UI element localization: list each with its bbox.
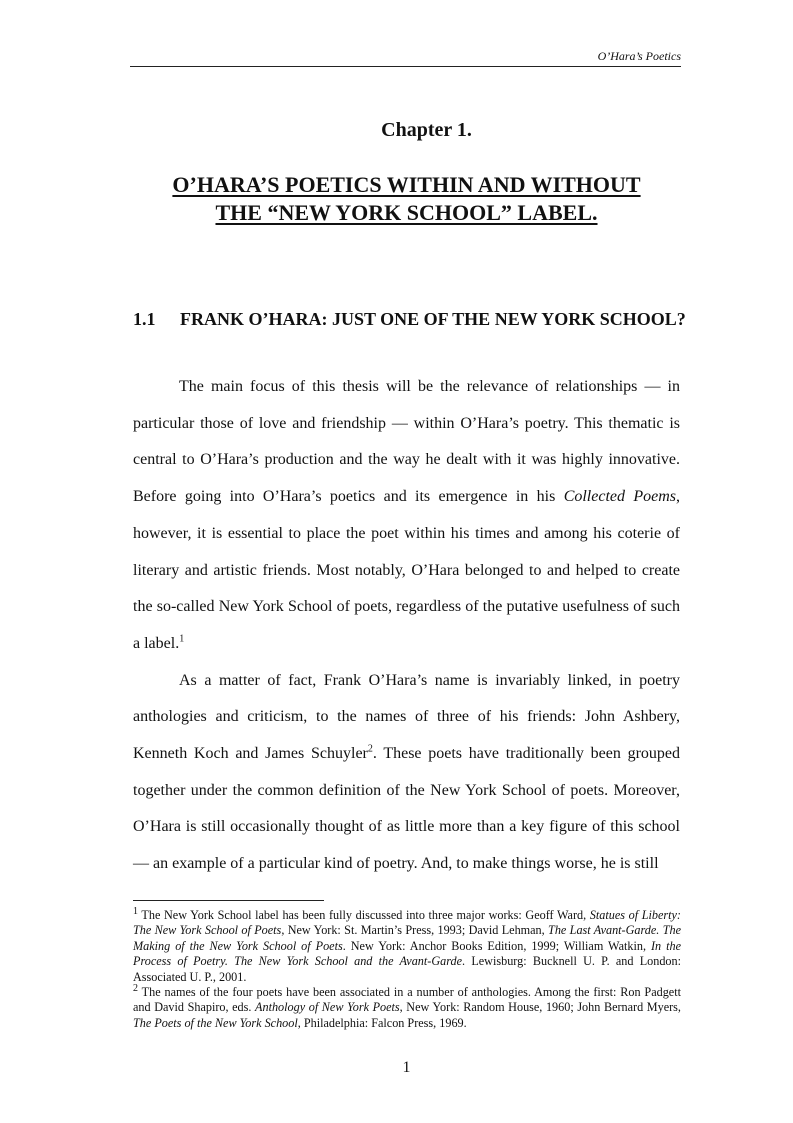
footnote-1-text: The New York School label has been fully discussed into three major works: Geoff Ward, [138, 908, 590, 922]
paragraph-2-text-a: As a matter of fact, Frank O’Hara’s name is invariably linked, in poetry anthologies and criticism, to the names of three of his friends: John Ashbery, Kenneth Koch and James Schuyler [133, 671, 680, 763]
footnote-1-title-2: The Last Avant-Garde. The Making of the New York School of Poets [133, 923, 681, 953]
footnote-1 [133, 905, 681, 985]
paragraph-1 [133, 369, 680, 663]
footnote-rule [133, 900, 324, 901]
footnote-ref-2[interactable]: 2 [367, 743, 373, 755]
paragraph-1-text-b: , however, it is essential to place the poet within his times and among his coterie of literary and artistic friends. Most notably, O’Hara belonged to and helped to create the so-called New York School of poets, regardless of the putative usefulness of such a label. [133, 488, 681, 652]
footnote-2-title-2: The Poets of the New York School [133, 1015, 298, 1030]
section-title: FRANK O’HARA: JUST ONE OF THE NEW YORK SCHOOL? [180, 309, 686, 329]
chapter-title [130, 171, 683, 227]
footnotes [133, 905, 681, 1031]
footnote-2-text: , Philadelphia: Falcon Press, 1969. [297, 1015, 467, 1030]
chapter-title-line-1: O’HARA’S POETICS WITHIN AND WITHOUT [172, 172, 641, 197]
body-text [133, 369, 680, 883]
paragraph-1-italic-title: Collected Poems [563, 488, 677, 506]
paragraph-2 [133, 663, 680, 883]
footnote-1-title-3: In the Process of Poetry. The New York School and the Avant-Garde [133, 938, 681, 969]
footnote-2-text: The names of the four poets have been associated in a number of anthologies. Among the first: Ron Padgett and David Shapiro, eds. [133, 985, 681, 1015]
section-heading [133, 309, 733, 330]
paragraph-2-text-b: . These poets have traditionally been grouped together under the common definition of the New York School of poets. Moreover, O’Hara is still occasionally thought of as little more than a key figure of this school — an example of a particular kind of poetry. And, to make things worse, he is still [133, 745, 680, 873]
page-number: 1 [402, 1059, 411, 1076]
footnote-ref-1[interactable]: 1 [179, 633, 185, 645]
section-number: 1.1 [133, 309, 156, 329]
footnote-1-title-1: Statues of Liberty: The New York School of Poets [133, 908, 681, 938]
footnote-2-number: 2 [133, 982, 138, 994]
header-rule [130, 66, 681, 67]
footnote-1-text: . Lewisburg: Bucknell U. P. and London: Associated U. P., 2001. [133, 954, 681, 984]
chapter-number: Chapter 1. [381, 119, 472, 141]
footnote-2-title-1: Anthology of New York Poets [255, 1000, 400, 1015]
running-head: O’Hara’s Poetics [597, 49, 681, 63]
footnote-1-text: , New York: St. Martin’s Press, 1993; David Lehman, [281, 923, 549, 938]
chapter-title-line-2: THE “NEW YORK SCHOOL” LABEL. [215, 200, 598, 225]
footnote-1-number: 1 [133, 905, 138, 917]
footnote-2-text: , New York: Random House, 1960; John Bernard Myers, [399, 1000, 681, 1015]
footnote-1-text: . New York: Anchor Books Edition, 1999; William Watkin, [342, 938, 651, 953]
paragraph-1-text-a: The main focus of this thesis will be the relevance of relationships — in particular those of love and friendship — within O’Hara’s poetry. This thematic is central to O’Hara’s production and the way he dealt with it was highly innovative. Before going into O’Hara’s poetics and its emergence in his [133, 378, 680, 506]
footnote-2 [133, 982, 681, 1031]
